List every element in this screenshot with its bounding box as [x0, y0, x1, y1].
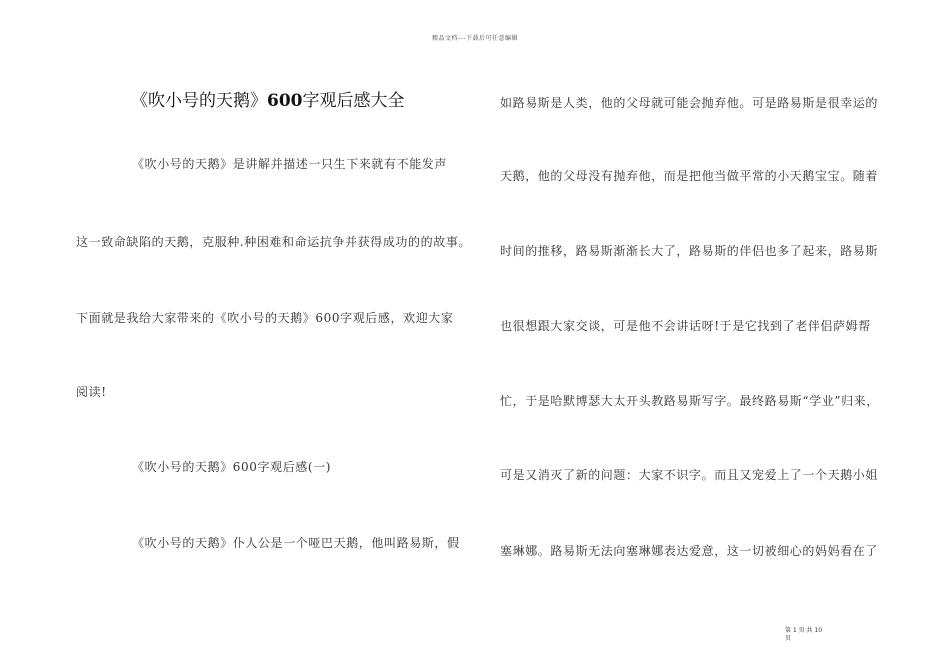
title-suffix: 字观后感大全 [302, 91, 405, 111]
title-number: 600 [267, 91, 303, 111]
header-note: 精品文档---下载后可任意编辑 [432, 35, 518, 42]
paragraph-line: 也很想跟大家交谈，可是他不会讲话呀!于是它找到了老伴侣萨姆帮 [500, 319, 871, 333]
page-number-line-1: 第 1 页 共 10 [785, 627, 823, 634]
paragraph-line: 这一致命缺陷的天鹅，克服种.种困难和命运抗争并获得成功的的故事。 [76, 235, 472, 249]
paragraph-line: 下面就是我给大家带来的《吹小号的天鹅》600字观后感，欢迎大家 [76, 311, 454, 325]
paragraph-line: 阅读! [76, 385, 107, 399]
paragraph-line: 《吹小号的天鹅》仆人公是一个哑巴天鹅，他叫路易斯，假 [132, 536, 460, 550]
paragraph-line: 可是又消灭了新的问题：大家不识字。而且又宠爱上了一个天鹅小姐 [500, 468, 879, 482]
paragraph-line: 忙，于是哈默博瑟大太开头教路易斯写字。最终路易斯“学业”归来， [500, 394, 879, 408]
paragraph-line: 时间的推移，路易斯渐渐长大了，路易斯的伴侣也多了起来，路易斯 [500, 244, 879, 258]
document-title [131, 86, 491, 111]
title-prefix: 《吹小号的天鹅》 [131, 91, 267, 111]
paragraph-line: 天鹅，他的父母没有抛弃他，而是把他当做平常的小天鹅宝宝。随着 [500, 169, 879, 183]
paragraph-line: 《吹小号的天鹅》是讲解并描述一只生下来就有不能发声 [132, 157, 448, 171]
section-heading: 《吹小号的天鹅》600字观后感(一) [132, 460, 332, 474]
paragraph-line: 塞琳娜。路易斯无法向塞琳娜表达爱意，这一切被细心的妈妈看在了 [500, 544, 879, 558]
paragraph-line: 如路易斯是人类，他的父母就可能会抛弃他。可是路易斯是很幸运的 [500, 96, 879, 110]
page-number-line-2: 页 [785, 635, 792, 642]
page-number [785, 627, 845, 643]
